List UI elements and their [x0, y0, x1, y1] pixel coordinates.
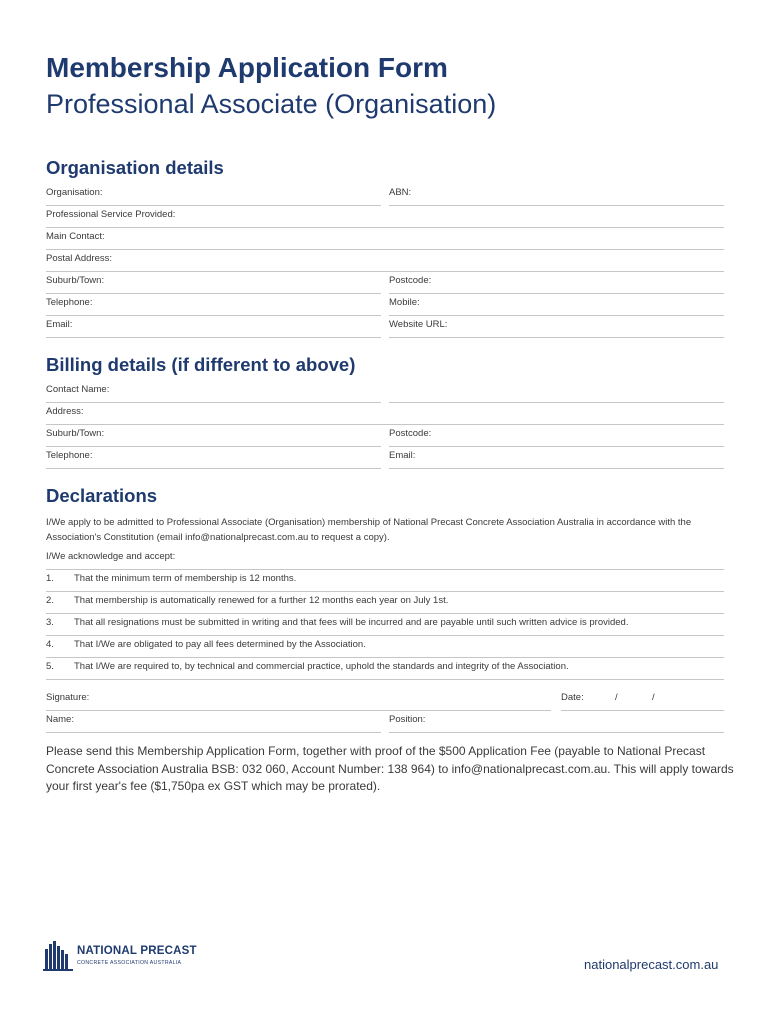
- declaration-item-number: 3.: [46, 617, 54, 628]
- name-label: Name:: [46, 714, 74, 725]
- telephone-field[interactable]: [46, 294, 381, 316]
- billing-contact-name-extra-field[interactable]: [389, 381, 724, 403]
- declaration-item: [46, 570, 724, 592]
- postcode-label: Postcode:: [389, 275, 432, 286]
- declaration-item: [46, 636, 724, 658]
- declaration-item-number: 2.: [46, 595, 54, 606]
- declaration-item-text: That I/We are required to, by technical and commercial practice, uphold the standards and integrity of the Association.: [74, 661, 569, 672]
- declaration-item: [46, 614, 724, 636]
- suburb-label: Suburb/Town:: [46, 275, 105, 286]
- abn-label: ABN:: [389, 187, 412, 198]
- website-link[interactable]: nationalprecast.com.au: [584, 957, 719, 972]
- mobile-field[interactable]: [389, 294, 724, 316]
- billing-email-field[interactable]: [389, 447, 724, 469]
- service-provided-label: Professional Service Provided:: [46, 209, 176, 220]
- declaration-intro: I/We apply to be admitted to Professional Associate (Organisation) membership of National Precast Concrete Association Australia in accordance with the Association's Constitution (email info@nationalprecast.com.au to request a copy).: [46, 517, 692, 543]
- billing-suburb-field[interactable]: [46, 425, 381, 447]
- declaration-item-number: 5.: [46, 661, 54, 672]
- billing-telephone-field[interactable]: [46, 447, 381, 469]
- signature-label: Signature:: [46, 692, 90, 703]
- form-title: Membership Application Form: [46, 52, 448, 83]
- billing-postcode-label: Postcode:: [389, 428, 432, 439]
- billing-address-label: Address:: [46, 406, 84, 417]
- declaration-item-text: That all resignations must be submitted in writing and that fees will be incurred and are payable until such written advice is provided.: [74, 617, 629, 628]
- postal-address-field[interactable]: [46, 250, 724, 272]
- declaration-item-text: That the minimum term of membership is 12 months.: [74, 573, 297, 584]
- abn-field[interactable]: [389, 184, 724, 206]
- website-url-field[interactable]: [389, 316, 724, 338]
- organisation-label: Organisation:: [46, 187, 103, 198]
- billing-address-field[interactable]: [46, 403, 724, 425]
- logo-tagline: CONCRETE ASSOCIATION AUSTRALIA: [77, 960, 182, 966]
- postal-address-label: Postal Address:: [46, 253, 113, 264]
- mobile-label: Mobile:: [389, 297, 420, 308]
- date-separator: /: [615, 692, 618, 703]
- billing-contact-name-field[interactable]: [46, 381, 381, 403]
- logo-building-icon: [42, 940, 74, 972]
- declaration-item-number: 1.: [46, 573, 54, 584]
- email-label: Email:: [46, 319, 73, 330]
- date-field[interactable]: [561, 689, 724, 711]
- billing-details-heading: Billing details (if different to above): [46, 354, 356, 375]
- name-field[interactable]: [46, 711, 381, 733]
- email-field[interactable]: [46, 316, 381, 338]
- telephone-label: Telephone:: [46, 297, 93, 308]
- signature-field[interactable]: [46, 689, 551, 711]
- declaration-item: [46, 658, 724, 680]
- declaration-item-text: That membership is automatically renewed for a further 12 months each year on July 1st.: [74, 595, 449, 606]
- date-separator: /: [652, 692, 655, 703]
- main-contact-field[interactable]: [46, 228, 724, 250]
- suburb-field[interactable]: [46, 272, 381, 294]
- postcode-field[interactable]: [389, 272, 724, 294]
- organisation-field[interactable]: [46, 184, 381, 206]
- billing-postcode-field[interactable]: [389, 425, 724, 447]
- website-url-label: Website URL:: [389, 319, 448, 330]
- acknowledge-label: I/We acknowledge and accept:: [46, 551, 176, 562]
- billing-email-label: Email:: [389, 450, 416, 461]
- npcaa-logo: [42, 940, 197, 974]
- date-label: Date:: [561, 692, 584, 703]
- billing-telephone-label: Telephone:: [46, 450, 93, 461]
- logo-wordmark: NATIONAL PRECAST: [77, 945, 197, 957]
- position-field[interactable]: [389, 711, 724, 733]
- form-subtitle: Professional Associate (Organisation): [46, 89, 497, 119]
- submission-instructions: Please send this Membership Application Form, together with proof of the $500 Application Fee (payable to National Precast Concrete Association Australia BSB: 032 060, Account Number: 138 964) to info@nationalprecast.com.au. This will apply towards your first year's fee ($1,750pa ex GST which may be prorated).: [46, 744, 734, 793]
- main-contact-label: Main Contact:: [46, 231, 105, 242]
- billing-contact-name-label: Contact Name:: [46, 384, 110, 395]
- organisation-details-heading: Organisation details: [46, 157, 224, 178]
- service-provided-field[interactable]: [46, 206, 724, 228]
- billing-suburb-label: Suburb/Town:: [46, 428, 105, 439]
- declaration-item-number: 4.: [46, 639, 54, 650]
- position-label: Position:: [389, 714, 426, 725]
- declaration-item-text: That I/We are obligated to pay all fees determined by the Association.: [74, 639, 366, 650]
- declaration-item: [46, 592, 724, 614]
- declarations-heading: Declarations: [46, 485, 158, 506]
- acknowledge-row: [46, 548, 724, 570]
